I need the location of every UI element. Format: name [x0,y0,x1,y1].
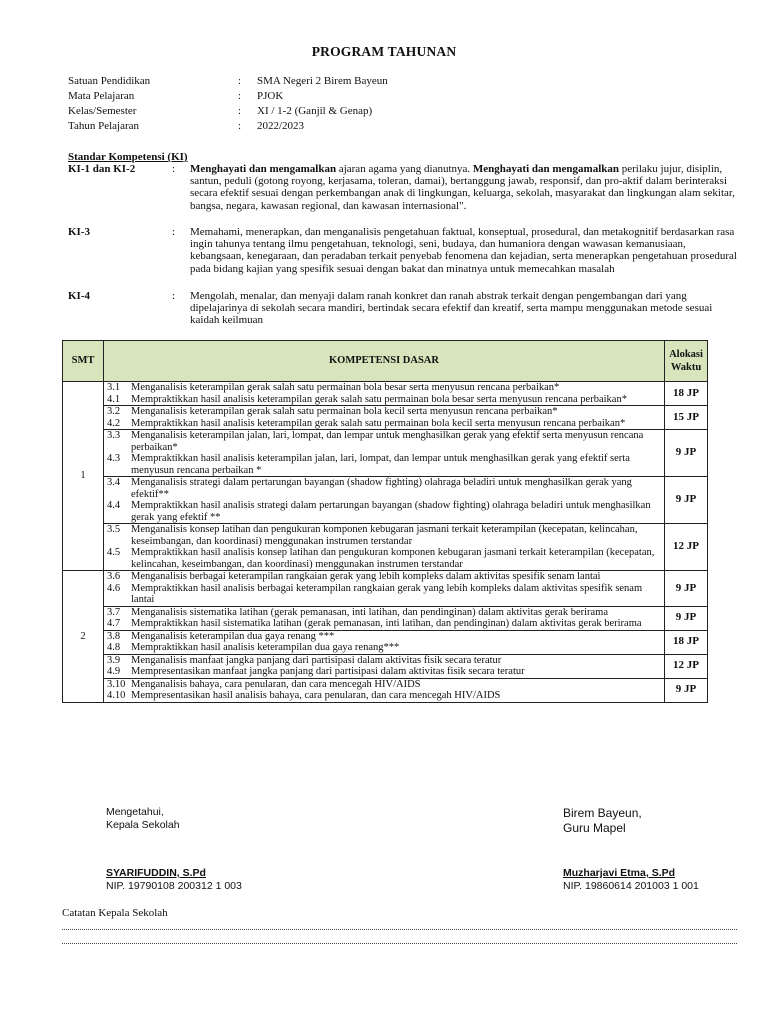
kompetensi-text: Mempraktikkan hasil analisis konsep latihan dan pengukuran komponen kebugaran jasmani terkait keterampilan (kecepatan, kelincahan, keseimbangan, dan koordinasi) menggunakan instrumen terstandar [131,547,655,570]
kompetensi-text: Mempraktikkan hasil analisis keterampilan gerak salah satu permainan bola besar serta menyusun rencana perbaikan* [131,393,627,405]
kompetensi-item [107,382,662,394]
kompetensi-text: Mempraktikkan hasil analisis keterampilan jalan, lari, lompat, dan lempar untuk menghasilkan gerak yang efektif serta menyusun rencana perbaikan * [131,453,630,476]
info-value: XI / 1-2 (Ganjil & Genap) [257,105,373,117]
signature-right-name: Muzharjavi Etma, S.Pd [563,867,676,879]
table-row [63,571,708,607]
info-label: Mata Pelajaran [68,90,135,102]
alokasi-waktu-cell: 12 JP [665,654,708,678]
kompetensi-item [107,500,662,523]
ki-text-part: perilaku jujur, disiplin, santun, peduli (gotong royong, kerjasama, toleran, damai), bertanggung jawab, responsif, dan pro-aktif dalam berinteraksi secara efektif sesuai dengan perkembangan anak di lingkungan, keluarga, sekolah, masyarakat dan lingkungan alam sekitar, bangsa, negara, kawasan regional, dan kawasan internasional". [190,163,735,212]
kompetensi-text: Menganalisis berbagai keterampilan rangkaian gerak yang lebih kompleks dalam aktivitas spesifik senam lantai [131,571,601,582]
standar-kompetensi-heading: Standar Kompetensi (KI) [68,151,188,163]
kompetensi-text: Mempraktikkan hasil analisis keterampilan dua gaya renang*** [131,642,400,653]
signature-left-name-block [106,867,242,893]
alokasi-waktu-cell: 9 JP [665,571,708,607]
signature-right [563,806,642,836]
table-row [63,430,708,477]
kompetensi-item [107,583,662,606]
info-row-satuan [68,75,388,88]
alokasi-waktu-cell: 18 JP [665,630,708,654]
note-dotted-line [62,929,737,930]
info-row-mapel [68,90,283,103]
kompetensi-number: 4.6 [107,582,121,594]
table-row [63,630,708,654]
kompetensi-item [107,571,662,583]
kompetensi-text: Mempraktikkan hasil analisis strategi dalam pertarungan bayangan (shadow fighting) olahraga beladiri untuk menghasilkan gerak yang efektif ** [131,500,651,523]
ki-label: KI-3 [68,226,90,238]
kompetensi-number: 3.8 [107,630,121,642]
kompetensi-text: Mempresentasikan manfaat jangka panjang dari partisipasi dalam aktivitas fisik secara teratur [131,666,525,677]
kompetensi-text: Menganalisis keterampilan gerak salah satu permainan bola kecil serta menyusun rencana perbaikan* [131,406,558,417]
kompetensi-number: 3.4 [107,477,121,488]
alokasi-waktu-cell: 9 JP [665,477,708,524]
signature-left-name: SYARIFUDDIN, S.Pd [106,867,206,879]
kompetensi-item [107,618,662,630]
signature-left [106,806,180,832]
kompetensi-item [107,642,662,654]
info-row-tahun [68,120,304,133]
ki-text [190,163,738,212]
ki-bold-phrase: Menghayati dan mengamalkan [472,163,619,175]
table-row [63,406,708,430]
kompetensi-text: Menganalisis keterampilan jalan, lari, lompat, dan lempar untuk menghasilkan gerak yang efektif serta menyusun rencana perbaikan* [131,430,644,453]
ki-bold-phrase: Menghayati dan mengamalkan [190,163,337,175]
kompetensi-item [107,453,662,476]
ki-text: Mengolah, menalar, dan menyaji dalam ranah konkret dan ranah abstrak terkait dengan pengembangan dari yang dipelajarinya di sekolah secara mandiri, bertindak secara efektif dan kreatif, serta mampu menggunakan metode sesuai kaidah keilmuan [190,290,713,327]
signature-right-line1: Birem Bayeun, [563,806,642,820]
kompetensi-text: Mempresentasikan hasil analisis bahaya, cara penularan, dan cara mencegah HIV/AIDS [131,690,501,701]
kompetensi-cell [104,654,665,678]
table-body [63,382,708,703]
kompetensi-number: 3.9 [107,654,121,666]
signature-left-nip: NIP. 19790108 200312 1 003 [106,880,242,892]
info-value: PJOK [257,90,284,102]
table-row [63,654,708,678]
kompetensi-number: 4.4 [107,500,121,511]
kompetensi-number: 3.1 [107,382,121,393]
kompetensi-cell [104,524,665,571]
ki-text: Memahami, menerapkan, dan menganalisis pengetahuan faktual, konseptual, prosedural, dan metakognitif berdasarkan rasa ingin tahunya tentang ilmu pengetahuan, teknologi, seni, budaya, dan humaniora dengan wawasan kemanusiaan, kebangsaan, kenegaraan, dan peradaban terkait penyebab fenomena dan kejadian, serta menerapkan pengetahuan prosedural pada bidang kajian yang spesifik sesuai dengan bakat dan minatnya untuk memecahkan masalah [190,226,737,275]
page-title: PROGRAM TAHUNAN [311,44,457,59]
kompetensi-number: 4.5 [107,547,121,558]
kompetensi-number: 4.8 [107,642,121,653]
header-waktu: Waktu [670,362,702,373]
info-label: Satuan Pendidikan [68,75,151,87]
kompetensi-item [107,631,662,643]
alokasi-waktu-cell: 9 JP [665,430,708,477]
ki-colon: : [172,163,176,175]
kompetensi-cell [104,678,665,702]
catatan-kepala-sekolah-label: Catatan Kepala Sekolah [62,907,168,919]
ki-label: KI-4 [68,290,90,302]
kompetensi-text: Menganalisis strategi dalam pertarungan bayangan (shadow fighting) olahraga beladiri untuk menghasilkan gerak yang efektif** [131,477,632,500]
table-header-row [63,341,708,382]
table-row [63,524,708,571]
kompetensi-number: 4.7 [107,618,121,629]
alokasi-waktu-cell: 12 JP [665,524,708,571]
semester-cell: 1 [63,382,104,571]
kompetensi-text: Mempraktikkan hasil analisis keterampilan gerak salah satu permainan bola kecil serta menyusun rencana perbaikan* [131,417,626,429]
kompetensi-item [107,679,662,691]
table-row [63,606,708,630]
kompetensi-text: Menganalisis keterampilan dua gaya renang *** [131,630,335,642]
kompetensi-number: 4.9 [107,666,121,677]
kompetensi-number: 3.7 [107,606,121,618]
table-row [63,678,708,702]
kompetensi-text: Menganalisis sistematika latihan (gerak pemanasan, inti latihan, dan pendinginan) dalam aktivitas gerak berirama [131,606,609,618]
kompetensi-text: Mempraktikkan hasil analisis berbagai keterampilan rangkaian gerak yang lebih kompleks dalam aktivitas spesifik senam lantai [131,582,643,605]
kompetensi-text: Mempraktikkan hasil sistematika latihan (gerak pemanasan, inti latihan, dan pendinginan) dalam aktivitas gerak berirama [131,618,642,629]
header-smt: SMT [63,341,104,382]
kompetensi-item [107,430,662,453]
kompetensi-item [107,524,662,547]
semester-cell: 2 [63,571,104,703]
kompetensi-number: 3.2 [107,406,121,417]
kompetensi-cell [104,606,665,630]
kompetensi-text: Menganalisis keterampilan gerak salah satu permainan bola besar serta menyusun rencana perbaikan* [131,382,560,393]
info-colon: : [238,90,242,102]
ki-4 [68,290,738,327]
kompetensi-number: 3.10 [107,678,126,690]
alokasi-waktu-cell: 18 JP [665,382,708,406]
info-colon: : [238,120,242,132]
info-colon: : [238,105,242,117]
ki-colon: : [172,226,176,238]
info-value: 2022/2023 [257,120,305,132]
kompetensi-item [107,666,662,678]
signature-right-line2: Guru Mapel [563,821,626,835]
kompetensi-number: 4.3 [107,453,121,464]
signature-left-line2: Kepala Sekolah [106,819,180,831]
info-label: Kelas/Semester [68,105,137,117]
kompetensi-number: 3.5 [107,524,121,535]
note-dotted-line [62,943,737,944]
alokasi-waktu-cell: 15 JP [665,406,708,430]
kompetensi-item [107,418,662,430]
kompetensi-item [107,690,662,702]
kompetensi-cell [104,430,665,477]
kompetensi-cell [104,630,665,654]
kompetensi-number: 3.3 [107,430,121,441]
kompetensi-number: 4.1 [107,393,121,405]
header-alokasi-waktu [665,341,708,382]
kompetensi-item [107,547,662,570]
kompetensi-cell [104,406,665,430]
kompetensi-number: 4.2 [107,417,121,429]
kompetensi-text: Menganalisis konsep latihan dan pengukuran komponen kebugaran jasmani terkait keterampilan (kecepatan, kelincahan, keseimbangan, dan koordinasi) menggunakan instrumen terstandar [131,524,638,547]
kompetensi-cell [104,571,665,607]
kompetensi-item [107,406,662,418]
ki-label: KI-1 dan KI-2 [68,163,136,175]
table-row [63,477,708,524]
table-row [63,382,708,406]
alokasi-waktu-cell: 9 JP [665,678,708,702]
ki-1-2 [68,163,738,212]
signature-right-name-block [563,867,699,893]
info-row-kelas [68,105,372,118]
kompetensi-item [107,394,662,406]
ki-colon: : [172,290,176,302]
kompetensi-dasar-table [62,340,708,703]
ki-3 [68,226,738,275]
kompetensi-cell [104,382,665,406]
kompetensi-number: 4.10 [107,690,126,701]
signature-right-nip: NIP. 19860614 201003 1 001 [563,880,699,892]
info-colon: : [238,75,242,87]
info-value: SMA Negeri 2 Birem Bayeun [257,75,388,87]
kompetensi-item [107,655,662,667]
kompetensi-item [107,477,662,500]
kompetensi-number: 3.6 [107,571,121,582]
ki-text-part: ajaran agama yang dianutnya. [336,163,473,175]
kompetensi-text: Menganalisis bahaya, cara penularan, dan cara mencegah HIV/AIDS [131,678,421,690]
header-kompetensi-dasar: KOMPETENSI DASAR [104,341,665,382]
signature-left-line1: Mengetahui, [106,806,164,818]
kompetensi-cell [104,477,665,524]
alokasi-waktu-cell: 9 JP [665,606,708,630]
kompetensi-item [107,607,662,619]
kompetensi-text: Menganalisis manfaat jangka panjang dari partisipasi dalam aktivitas fisik secara teratur [131,654,502,666]
info-label: Tahun Pelajaran [68,120,140,132]
header-alokasi: Alokasi [669,349,703,360]
